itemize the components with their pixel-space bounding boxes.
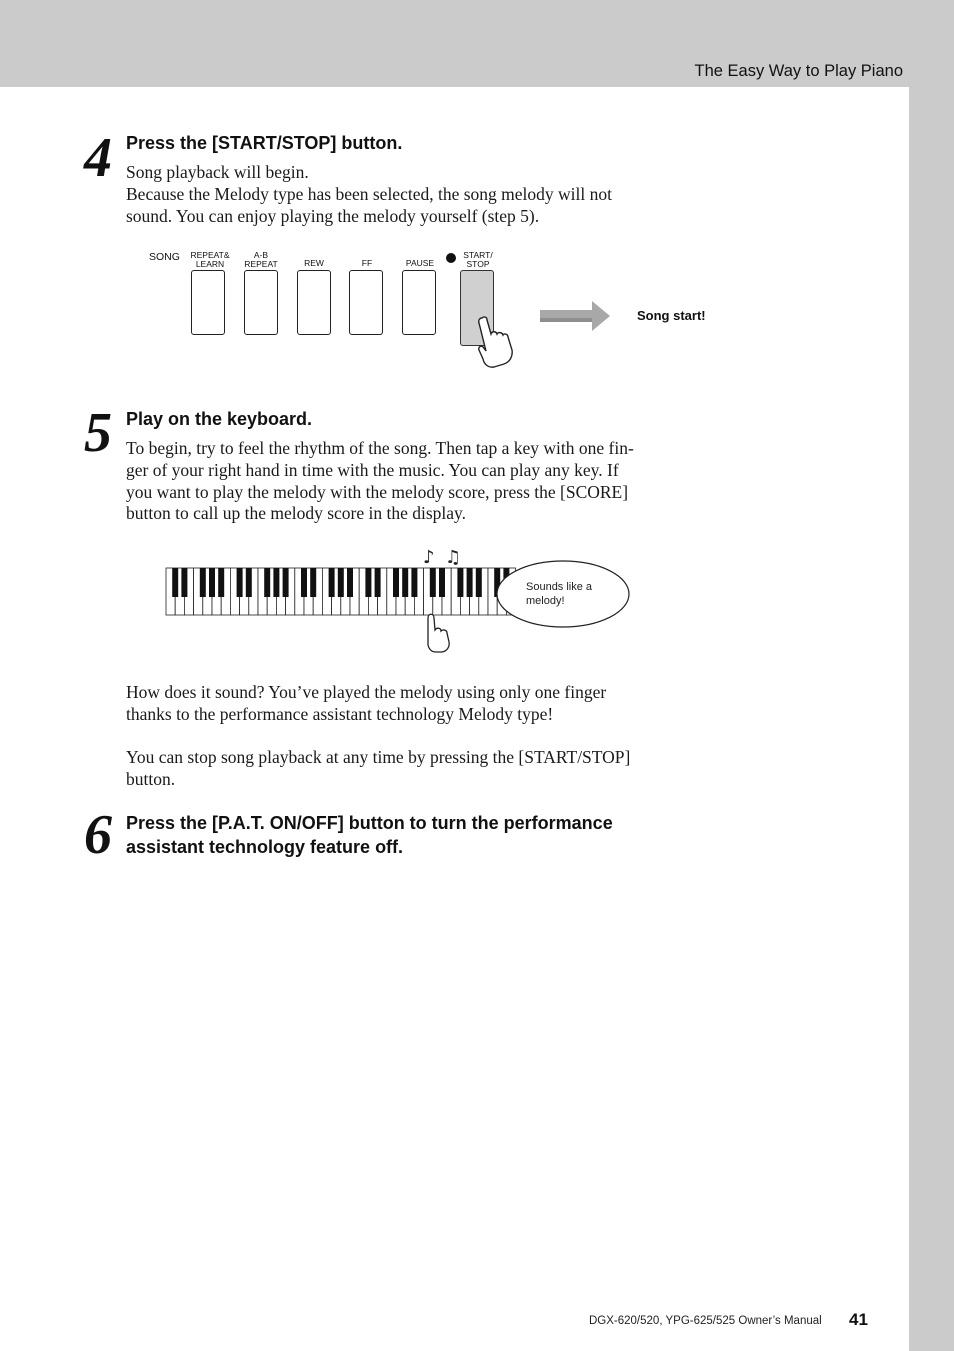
black-key [283, 568, 289, 597]
black-key [329, 568, 335, 597]
step6-heading-line: assistant technology feature off. [126, 837, 404, 857]
step5-after-line: button. [126, 768, 176, 789]
start-stop-label: START/ STOP [463, 250, 493, 269]
step4-heading: Press the [START/STOP] button. [126, 133, 403, 153]
black-key [301, 568, 307, 597]
black-key [347, 568, 353, 597]
step5-after-line: How does it sound? You’ve played the melody using only one finger [126, 682, 607, 702]
section-title: The Easy Way to Play Piano [694, 62, 903, 80]
black-key [209, 568, 215, 597]
black-key [430, 568, 436, 597]
black-key [310, 568, 316, 597]
page-number: 41 [849, 1310, 868, 1329]
step-number-4: 4 [84, 127, 112, 189]
black-key [264, 568, 270, 597]
song-group-label: SONG [149, 251, 180, 263]
step4-line: Song playback will begin. [126, 162, 309, 182]
start-stop-led [446, 253, 456, 263]
ab-repeat-label: A-B REPEAT [244, 250, 278, 269]
black-key [338, 568, 344, 597]
footer-manual-title: DGX-620/520, YPG-625/525 Owner’s Manual [589, 1315, 822, 1327]
step4-line: Because the Melody type has been selected, the song melody will not [126, 183, 612, 204]
song-start-label: Song start! [637, 308, 706, 323]
step4-line: sound. You can enjoy playing the melody yourself (step 5). [126, 205, 540, 226]
black-key [172, 568, 178, 597]
bubble-text: Sounds like a melody! [526, 581, 593, 607]
step6-heading-line: Press the [P.A.T. ON/OFF] button to turn the performance [126, 813, 613, 833]
black-key [218, 568, 224, 597]
black-key [246, 568, 252, 597]
rew-button[interactable] [297, 270, 331, 335]
step5-after-2 [126, 747, 666, 791]
step5-line: To begin, try to feel the rhythm of the song. Then tap a key with one fin- [126, 438, 634, 458]
pointing-hand-icon [470, 314, 526, 370]
black-key [273, 568, 279, 597]
step5-after-line: You can stop song playback at any time by pressing the [START/STOP] [126, 747, 631, 767]
repeat-learn-button[interactable] [191, 270, 225, 335]
step5-line: you want to play the melody with the melody score, press the [SCORE] [126, 481, 629, 502]
black-key [411, 568, 417, 597]
rew-label: REW [304, 258, 324, 268]
black-key [375, 568, 381, 597]
step-number-5: 5 [84, 402, 112, 464]
side-band [909, 87, 954, 1351]
step-number-6: 6 [84, 804, 112, 866]
step5-after-1 [126, 682, 666, 726]
pause-button[interactable] [402, 270, 436, 335]
step5-after-line: thanks to the performance assistant technology Melody type! [126, 703, 554, 724]
step5-line: button to call up the melody score in the display. [126, 503, 467, 524]
svg-text:♫: ♫ [445, 547, 462, 568]
black-key [457, 568, 463, 597]
black-key [393, 568, 399, 597]
black-key [402, 568, 408, 597]
step5-line: ger of your right hand in time with the music. You can play any key. If [126, 459, 619, 480]
black-key [237, 568, 243, 597]
pause-label: PAUSE [405, 258, 435, 268]
ab-repeat-button[interactable] [244, 270, 278, 335]
step4-body [126, 162, 666, 227]
black-key [439, 568, 445, 597]
ff-label: FF [361, 258, 373, 268]
arrow-right-icon [538, 298, 612, 334]
tapping-hand-icon [428, 614, 449, 652]
step6-heading [126, 811, 613, 859]
repeat-learn-label: REPEAT& LEARN [190, 250, 230, 269]
black-key [365, 568, 371, 597]
ff-button[interactable] [349, 270, 383, 335]
black-key [467, 568, 473, 597]
step5-heading: Play on the keyboard. [126, 409, 313, 429]
black-key [200, 568, 206, 597]
black-key [181, 568, 187, 597]
svg-text:♪: ♪ [423, 547, 435, 568]
step5-body [126, 438, 666, 525]
